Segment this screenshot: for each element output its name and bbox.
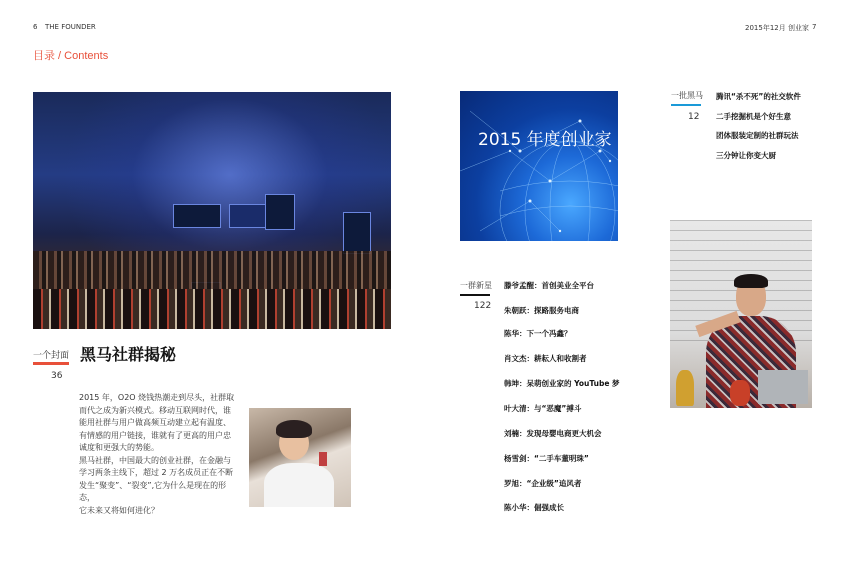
batch-section-bar (671, 104, 701, 106)
feature-cover-title: 2015 年度创业家 (478, 130, 612, 150)
stars-item[interactable]: 朱朝跃：探路服务电商 (504, 306, 579, 315)
stars-item[interactable]: 叶大清：与“恶魔”搏斗 (504, 404, 582, 413)
stars-section-page: 122 (474, 301, 492, 311)
summary-line: 黑马社群，中国最大的创业社群，在金融与 (79, 455, 231, 465)
magazine-title: 创业家 (788, 24, 809, 32)
batch-item[interactable]: 三分钟让你变大厨 (716, 151, 776, 160)
stars-item[interactable]: 滕爷孟醒：首创美业全平台 (504, 281, 594, 290)
batch-item[interactable]: 腾讯“杀不死”的社交软件 (716, 92, 801, 101)
stars-item[interactable]: 罗旭：“企业级”追风者 (504, 479, 582, 488)
summary-line: 学习两条主线下，超过 2 万名成员正在不断 (79, 468, 234, 477)
summary-line: 2015 年，O2O 烧钱热潮走到尽头，社群取 (79, 393, 235, 402)
cover-story-title[interactable]: 黑马社群揭秘 (80, 345, 177, 364)
contents-heading: 目录 / Contents (33, 50, 109, 62)
network-globe-graphic (460, 91, 618, 241)
batch-section-page: 12 (688, 112, 700, 122)
stars-item[interactable]: 陈华：下一个冯鑫？ (504, 329, 572, 338)
summary-line: 它未来又将如何进化？ (79, 505, 159, 515)
stars-item[interactable]: 刘楠：发现母婴电商更大机会 (504, 429, 602, 438)
batch-item[interactable]: 二手挖掘机是个好生意 (716, 112, 791, 121)
founder-of-the-year-cover[interactable] (460, 91, 618, 241)
speaker-portrait-photo (249, 408, 351, 507)
batch-section-label: 一批黑马 (671, 91, 703, 100)
summary-line: 而代之成为新兴模式。移动互联网时代，谁 (79, 405, 231, 415)
summary-line: 有情感的用户链接，谁就有了更高的用户忠 (79, 430, 231, 440)
summary-line: 发生“聚变”、“裂变”,它为什么是现在的形态， (79, 480, 227, 502)
issue-date: 2015年12月 (745, 24, 786, 32)
stars-section-label: 一群新星 (460, 281, 492, 290)
cover-section-label: 一个封面 (33, 351, 70, 361)
stars-item[interactable]: 韩坤：呆萌创业家的 YouTube 梦 (504, 379, 620, 388)
right-page-number: 7 (812, 23, 817, 31)
cover-story-page: 36 (51, 371, 63, 381)
event-stage-photo (33, 92, 391, 329)
founder-portrait-photo (670, 220, 812, 408)
left-page-number: 6 (33, 23, 38, 31)
cover-story-summary (79, 392, 237, 517)
cover-section-bar (33, 362, 69, 365)
stars-item[interactable]: 肖文杰：耕耘人和收割者 (504, 354, 587, 363)
summary-line: 能用社群与用户做高频互动建立起有温度、 (79, 418, 231, 427)
summary-line: 诚度和更强大的势能。 (79, 443, 159, 452)
stars-section-bar (460, 294, 490, 296)
stars-item[interactable]: 杨雪剑：“二手车董明珠” (504, 454, 589, 463)
stars-item[interactable]: 陈小华：倔强成长 (504, 503, 564, 512)
batch-item[interactable]: 团体服装定制的社群玩法 (716, 131, 799, 140)
left-running-title: THE FOUNDER (45, 23, 96, 31)
